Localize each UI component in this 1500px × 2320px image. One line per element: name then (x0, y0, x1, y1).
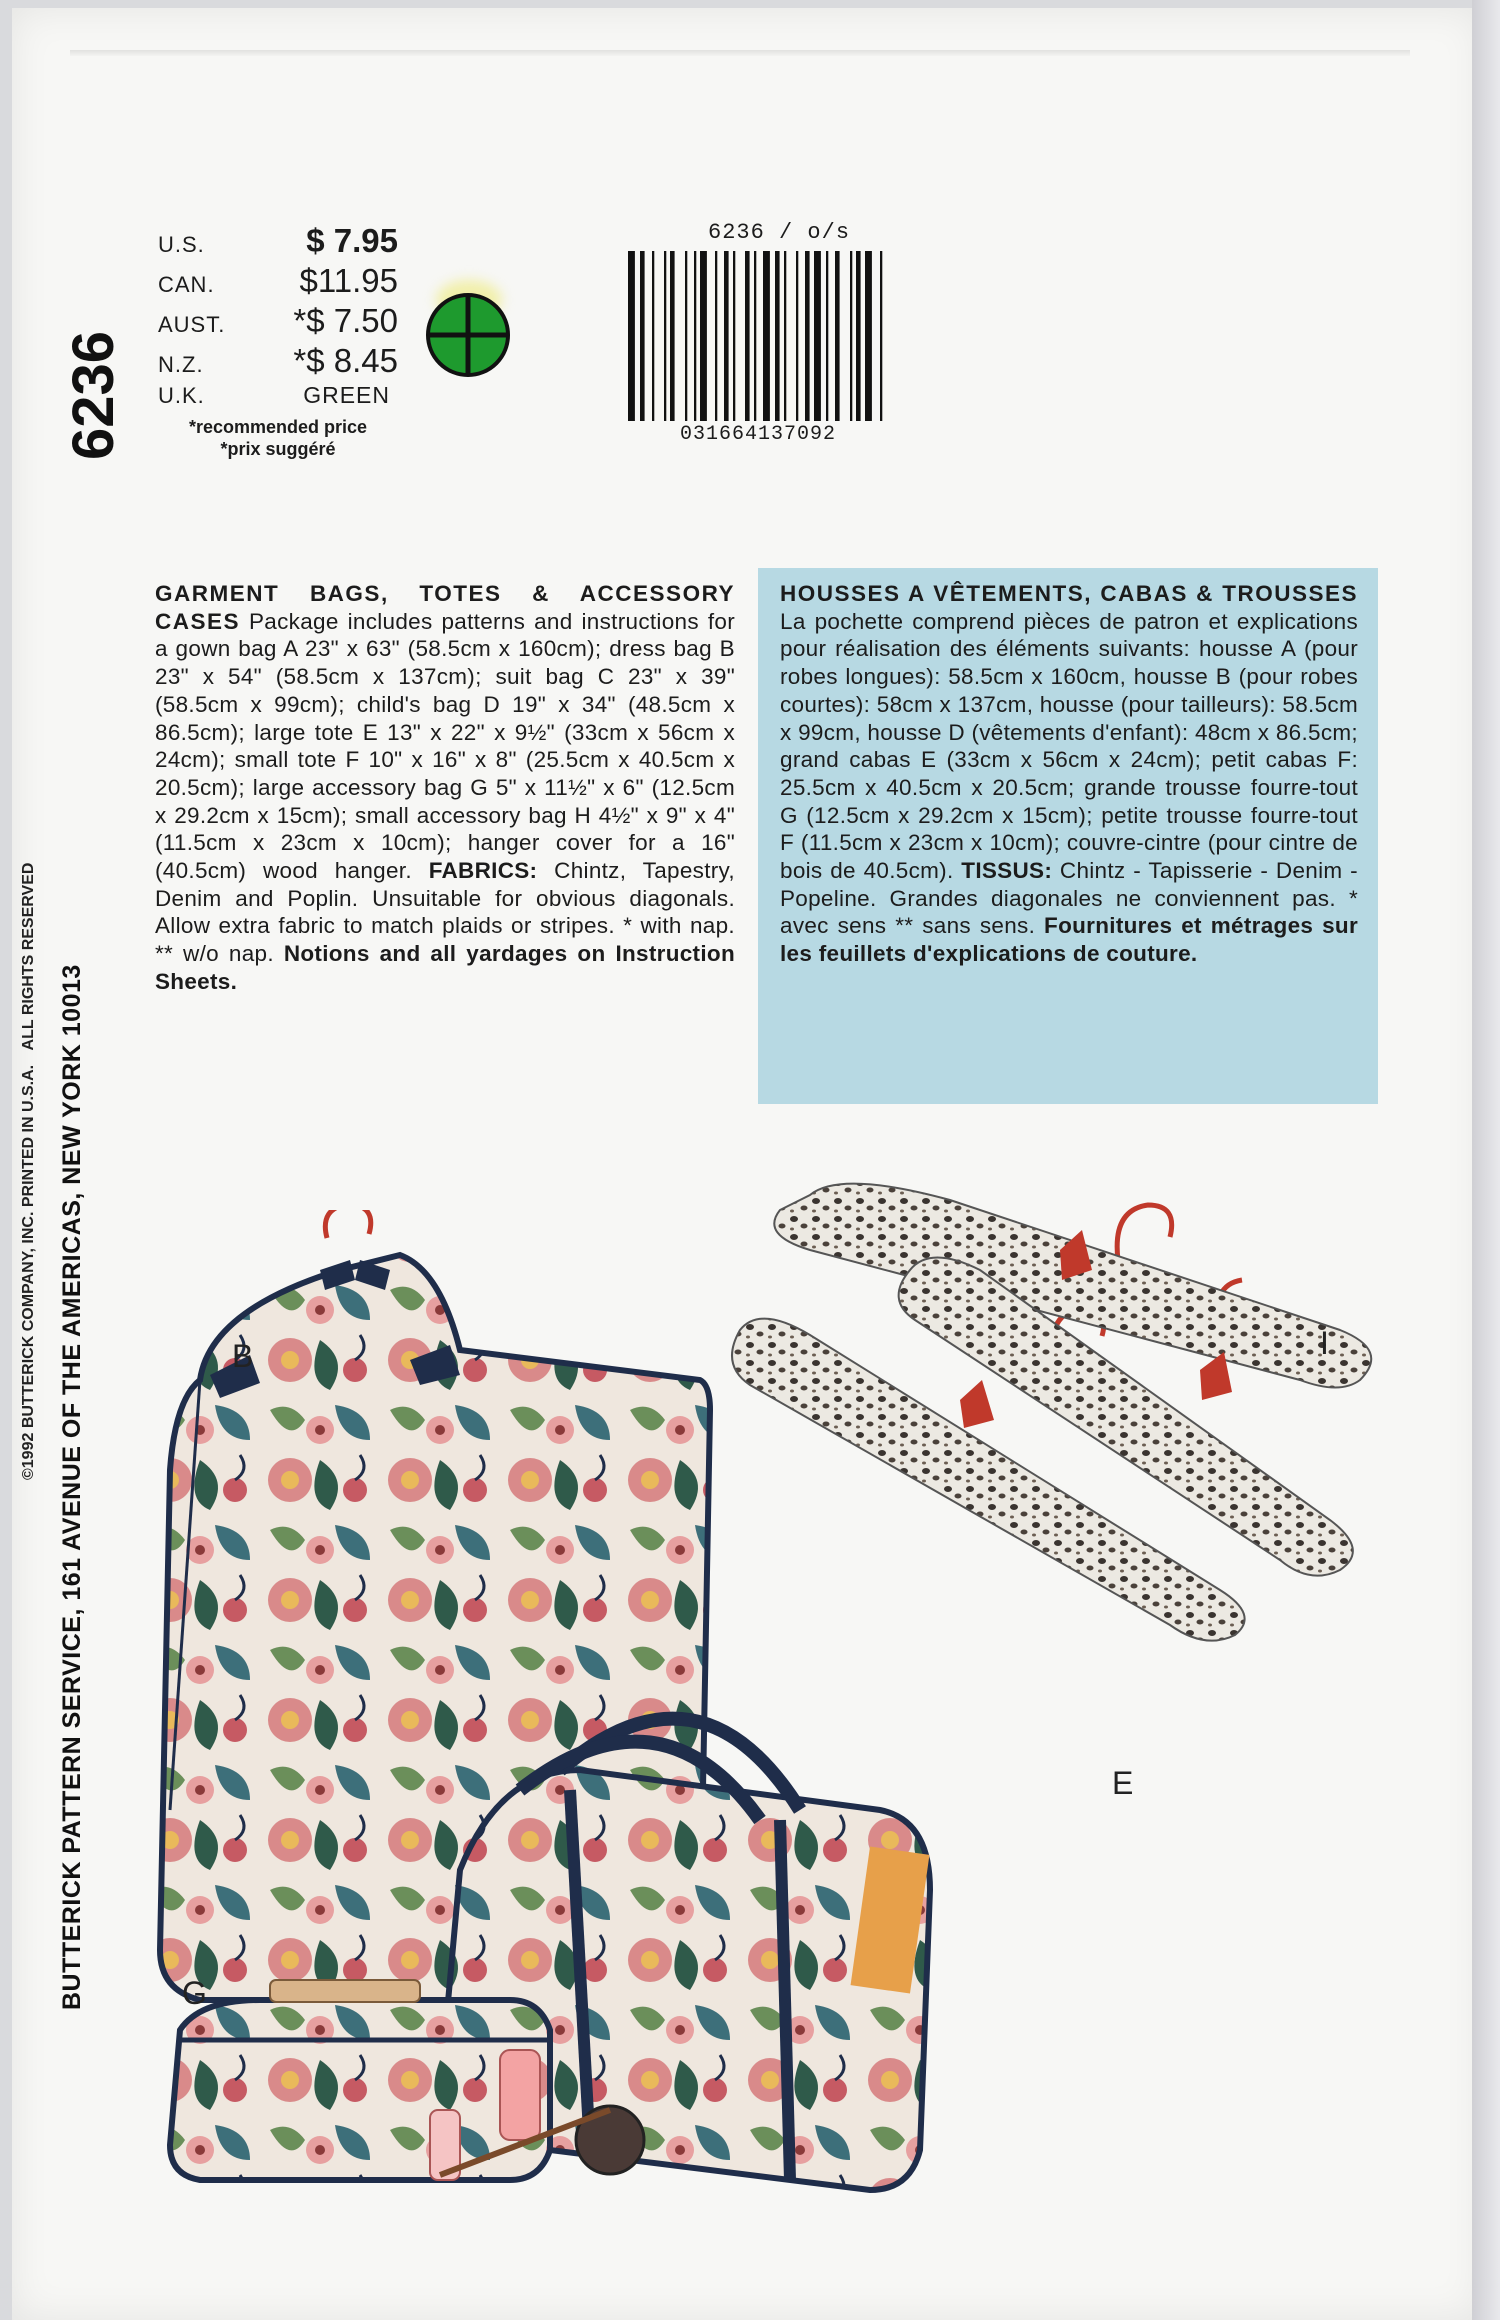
price-row (158, 302, 398, 342)
price-value: $11.95 (299, 262, 398, 299)
price-row (158, 342, 398, 382)
price-row (158, 262, 398, 302)
english-heading: GARMENT BAGS, TOTES & ACCESSORY CASES (155, 581, 735, 634)
view-label-i: I (1320, 1325, 1329, 1361)
view-label-b: B (232, 1338, 254, 1374)
price-value: *$ 8.45 (293, 342, 398, 379)
price-country: U.K. (158, 383, 205, 408)
price-note: *recommended price (188, 417, 368, 437)
side-copyright (20, 863, 38, 1480)
side-copyright-text: ©1992 BUTTERICK COMPANY, INC. PRINTED IN U.S.A. (20, 1064, 37, 1480)
price-list (158, 222, 398, 460)
price-country: U.S. (158, 232, 205, 257)
barcode-block (628, 220, 938, 446)
price-country: AUST. (158, 312, 226, 337)
barcode-top-label: 6236 / o/s (708, 220, 851, 245)
barcode-icon (628, 251, 938, 421)
price-row (158, 382, 398, 416)
price-row (158, 222, 398, 262)
price-value: *$ 7.50 (293, 302, 398, 339)
envelope-right-edge (1472, 0, 1500, 2320)
price-value: $ 7.95 (306, 222, 398, 259)
price-country: CAN. (158, 272, 215, 297)
fabrics-text: Chintz, Tapestry, Denim and Poplin. Unsuitable for obvious diagonals. Allow extra fabric to match plaids or stripes. * with nap. ** w/o nap. (155, 858, 735, 967)
tissus-text: Chintz - Tapisserie - Denim - Popeline. Grandes diagonales ne conviennent pas. * avec sens ** sans sens. (780, 858, 1358, 939)
english-body: Package includes patterns and instructions for a gown bag A 23" x 63" (58.5cm x 160cm); dress bag B 23" x 54" (58.5cm x 137cm); suit bag C 23" x 39" (58.5cm x 99cm); child's bag D 19" x 34" (48.5cm x 86.5cm); large tote E 13" x 22" x 9½" (33cm x 56cm x 24cm); small tote F 10" x 16" x 8" (25.5cm x 40.5cm x 20.5cm); large accessory bag G 5" x 11½" x 6" (12.5cm x 29.2cm x 15cm); small accessory bag H 4½" x 9" x 4" (11.5cm x 23cm x 10cm); hanger cover for a 16" (40.5cm) wood hanger. (155, 608, 735, 884)
price-value: GREEN (303, 382, 390, 408)
view-label-e: E (1112, 1765, 1134, 1801)
french-description (758, 568, 1378, 1104)
envelope-flap-edge (70, 50, 1410, 56)
side-publisher-line: BUTTERICK PATTERN SERVICE, 161 AVENUE OF THE AMERICAS, NEW YORK 10013 (58, 964, 86, 2010)
price-country: N.Z. (158, 352, 204, 377)
english-description (155, 580, 735, 996)
french-heading: HOUSSES A VÊTEMENTS, CABAS & TROUSSES (780, 581, 1358, 606)
side-rights-text: ALL RIGHTS RESERVED (20, 862, 37, 1051)
french-body: La pochette comprend pièces de patron et explications pour réalisation des éléments suivants: housse A (pour robes longues): 58.5cm x 160cm, housse B (pour robes courtes): 58cm x 137cm, housse (pour tailleurs): 58.5cm x 99cm, housse D (vêtements d'enfant): 48cm x 86.5cm; grand cabas E (33cm x 56cm x 24cm); petit cabas F: 25.5cm x 40.5cm x 20.5cm; grande trousse fourre-tout G (12.5cm x 29.2cm x 15cm); petite trousse fourre-tout F (11.5cm x 23cm x 10cm); couvre-cintre (pour cintre de bois de 40.5cm). (780, 608, 1358, 884)
notions-text: Notions and all yardages on Instruction Sheets. (155, 941, 735, 994)
green-crosshair-icon (425, 292, 511, 378)
bags-illustration (140, 1210, 1180, 2200)
tissus-label: TISSUS: (961, 858, 1053, 884)
side-pattern-number: 6236 (61, 330, 126, 460)
fabrics-label: FABRICS: (428, 858, 538, 884)
fournitures-text: Fournitures et métrages sur les feuillets d'explications de couture. (780, 913, 1358, 967)
view-label-g: G (182, 1975, 207, 2011)
barcode-number: 031664137092 (680, 423, 837, 446)
price-note: *prix suggéré (220, 439, 336, 459)
